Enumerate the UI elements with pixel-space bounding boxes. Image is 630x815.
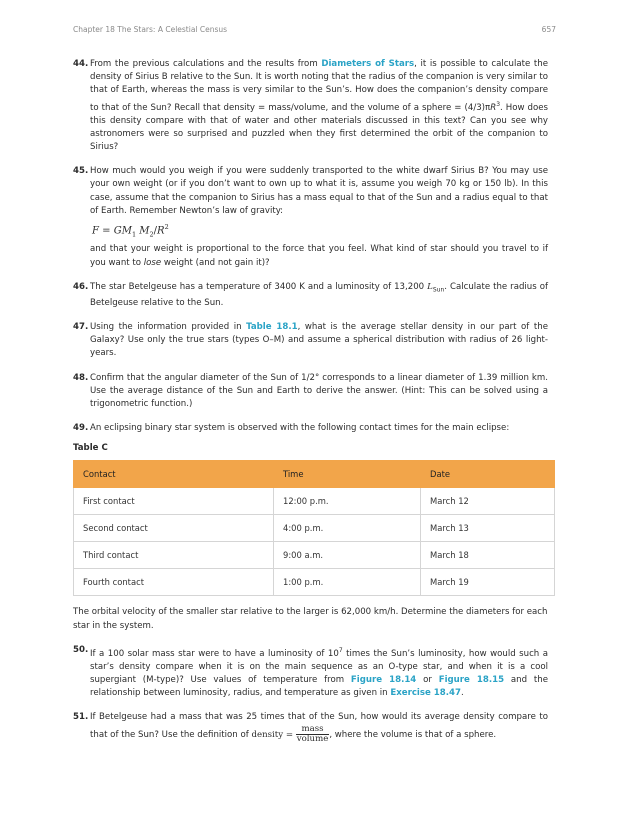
exponent: 3 [496, 100, 501, 108]
formula-part: = [98, 225, 114, 237]
radius-symbol: R [490, 102, 497, 113]
table-cell: First contact [74, 488, 274, 515]
exercise-text: Confirm that the angular diameter of the Sun of 1/2° corresponds to a linear diameter of 1.39 million km. Use the average distance of the Sun and Earth to derive the answer. (Hint: This can be solved using a trigonometric function.) [90, 372, 548, 409]
column-header: Date [421, 461, 555, 488]
exercise-text: times the Sun’s luminosity, how would such a star’s density compare when it is on the main sequence as an O-type star, and when it is a cool supergiant (M-type)? Use values of temperature from [90, 648, 548, 686]
formula-part: / [153, 225, 158, 237]
exercise-45 [73, 165, 548, 270]
table-row [74, 569, 555, 596]
exercise-text: Using the information provided in [90, 321, 247, 332]
subscript: Sun [432, 286, 445, 294]
exercise-18-47-link[interactable]: Exercise 18.47 [390, 688, 461, 699]
exercise-48 [73, 372, 548, 412]
density-fraction [296, 725, 330, 744]
exercise-46 [73, 281, 548, 310]
formula-part: F [92, 225, 99, 237]
table-cell: March 12 [421, 488, 555, 515]
exercise-list [73, 58, 548, 755]
gravity-formula [92, 220, 548, 241]
exercise-text: How much would you weigh if you were suddenly transported to the white dwarf Sirius B? You may use your own weight (or if you don’t want to own up to what it is, assume you weigh 70 kg or 150 lb). In this case, assume that the companion to Sirius has a mass equal to that of the Sun and a radius equal to that of Earth. Remember Newton’s law of gravity: [90, 166, 548, 216]
table-row [74, 488, 555, 515]
formula-part: density [251, 729, 284, 740]
formula-part: GM [113, 225, 132, 237]
exercise-text: , what is the average stellar density in our part of the Galaxy? Use only the true stars (types O–M) and assume a spherical distribution with radius of 26 light-years. [90, 321, 548, 359]
exercise-number: 51. [73, 712, 89, 723]
formula-part: M [139, 225, 150, 237]
exercise-text: and that your weight is proportional to the force that you feel. What kind of star should you travel to if you want to [90, 244, 548, 268]
exercise-47 [73, 321, 548, 361]
exercise-number: 48. [73, 372, 89, 383]
exercise-text: The star Betelgeuse has a temperature of 3400 K and a luminosity of 13,200 [90, 281, 428, 292]
contact-times-table [73, 460, 555, 596]
figure-18-14-link[interactable]: Figure 18.14 [350, 675, 417, 686]
chapter-header: Chapter 18 The Stars: A Celestial Census [73, 25, 228, 34]
exercise-49 [73, 422, 548, 435]
formula-part: R [157, 225, 165, 237]
exercise-text: If Betelgeuse had a mass that was 25 times that of the Sun, how would its average density compare to that of the Sun? Use the definition of [90, 712, 548, 740]
exercise-text: and the relationship between luminosity, radius, and temperature as given in [90, 675, 548, 699]
table-cell: March 13 [421, 515, 555, 542]
table-cell: Fourth contact [74, 569, 274, 596]
exercise-number: 47. [73, 321, 89, 332]
exercise-text: An eclipsing binary star system is observed with the following contact times for the main eclipse: [90, 423, 510, 434]
formula-part: = [283, 729, 296, 740]
table-cell: Second contact [74, 515, 274, 542]
table-cell: 1:00 p.m. [274, 569, 421, 596]
figure-18-15-link[interactable]: Figure 18.15 [438, 675, 505, 686]
table-cell: March 18 [421, 542, 555, 569]
table-cell: Third contact [74, 542, 274, 569]
exercise-number: 44. [73, 59, 89, 69]
table-cell: 9:00 a.m. [274, 542, 421, 569]
formula-part: 2 [164, 223, 169, 232]
exercise-number: 46. [73, 281, 89, 292]
exercise-51 [73, 711, 548, 743]
exercise-text: If a 100 solar mass star were to have a luminosity of 10 [90, 648, 339, 659]
exercise-50 [73, 644, 548, 701]
formula-part: 1 [131, 230, 137, 239]
exercise-44 [73, 58, 548, 154]
table-18-1-link[interactable]: Table 18.1 [246, 321, 298, 332]
exercise-text: weight (and not gain it)? [161, 257, 270, 268]
exercise-number: 50. [73, 644, 89, 655]
formula-part: 2 [149, 230, 154, 239]
column-header: Contact [74, 461, 274, 488]
exercise-number: 49. [73, 423, 89, 434]
table-row [74, 542, 555, 569]
exercise-text: . How does this density compare with that of water and other materials discussed in this text? Can you see why astronomers were so surprised and puzzled when they first determined the orbit of the companion to Sirius? [90, 102, 549, 153]
luminosity-symbol: L [427, 281, 433, 292]
fraction-denominator: volume [296, 733, 329, 744]
page-number: 657 [541, 25, 556, 34]
exercise-text: . Calculate the radius of Betelgeuse relative to the Sun. [90, 281, 548, 308]
emphasis-text: lose [143, 257, 162, 268]
exercise-text: . [460, 688, 464, 699]
exercise-text: , where the volume is that of a sphere. [329, 729, 497, 740]
table-followup-text: The orbital velocity of the smaller star relative to the larger is 62,000 km/h. Determine the diameters for each star in the system. [73, 607, 548, 631]
table-caption: Table C [73, 443, 108, 454]
exercise-text: From the previous calculations and the results from [90, 59, 322, 69]
diameters-of-stars-link[interactable]: Diameters of Stars [321, 59, 415, 69]
exercise-number: 45. [73, 166, 89, 177]
table-cell: March 19 [421, 569, 555, 596]
table-header-row [74, 461, 555, 488]
exercise-text: or [416, 675, 439, 686]
exponent: 7 [338, 646, 343, 654]
column-header: Time [274, 461, 421, 488]
exercise-text: , it is possible to calculate the density of Sirius B relative to the Sun. It is worth noting that the radius of the companion is very similar to that of Earth, whereas the mass is very similar to the Sun’s. How does the companion’s density compare to that of the Sun? Recall that density = mass/volume, and the volume of a sphere = (4/3)π [90, 59, 548, 113]
fraction-numerator: mass [296, 725, 330, 735]
table-cell: 4:00 p.m. [274, 515, 421, 542]
table-cell: 12:00 p.m. [274, 488, 421, 515]
table-row [74, 515, 555, 542]
